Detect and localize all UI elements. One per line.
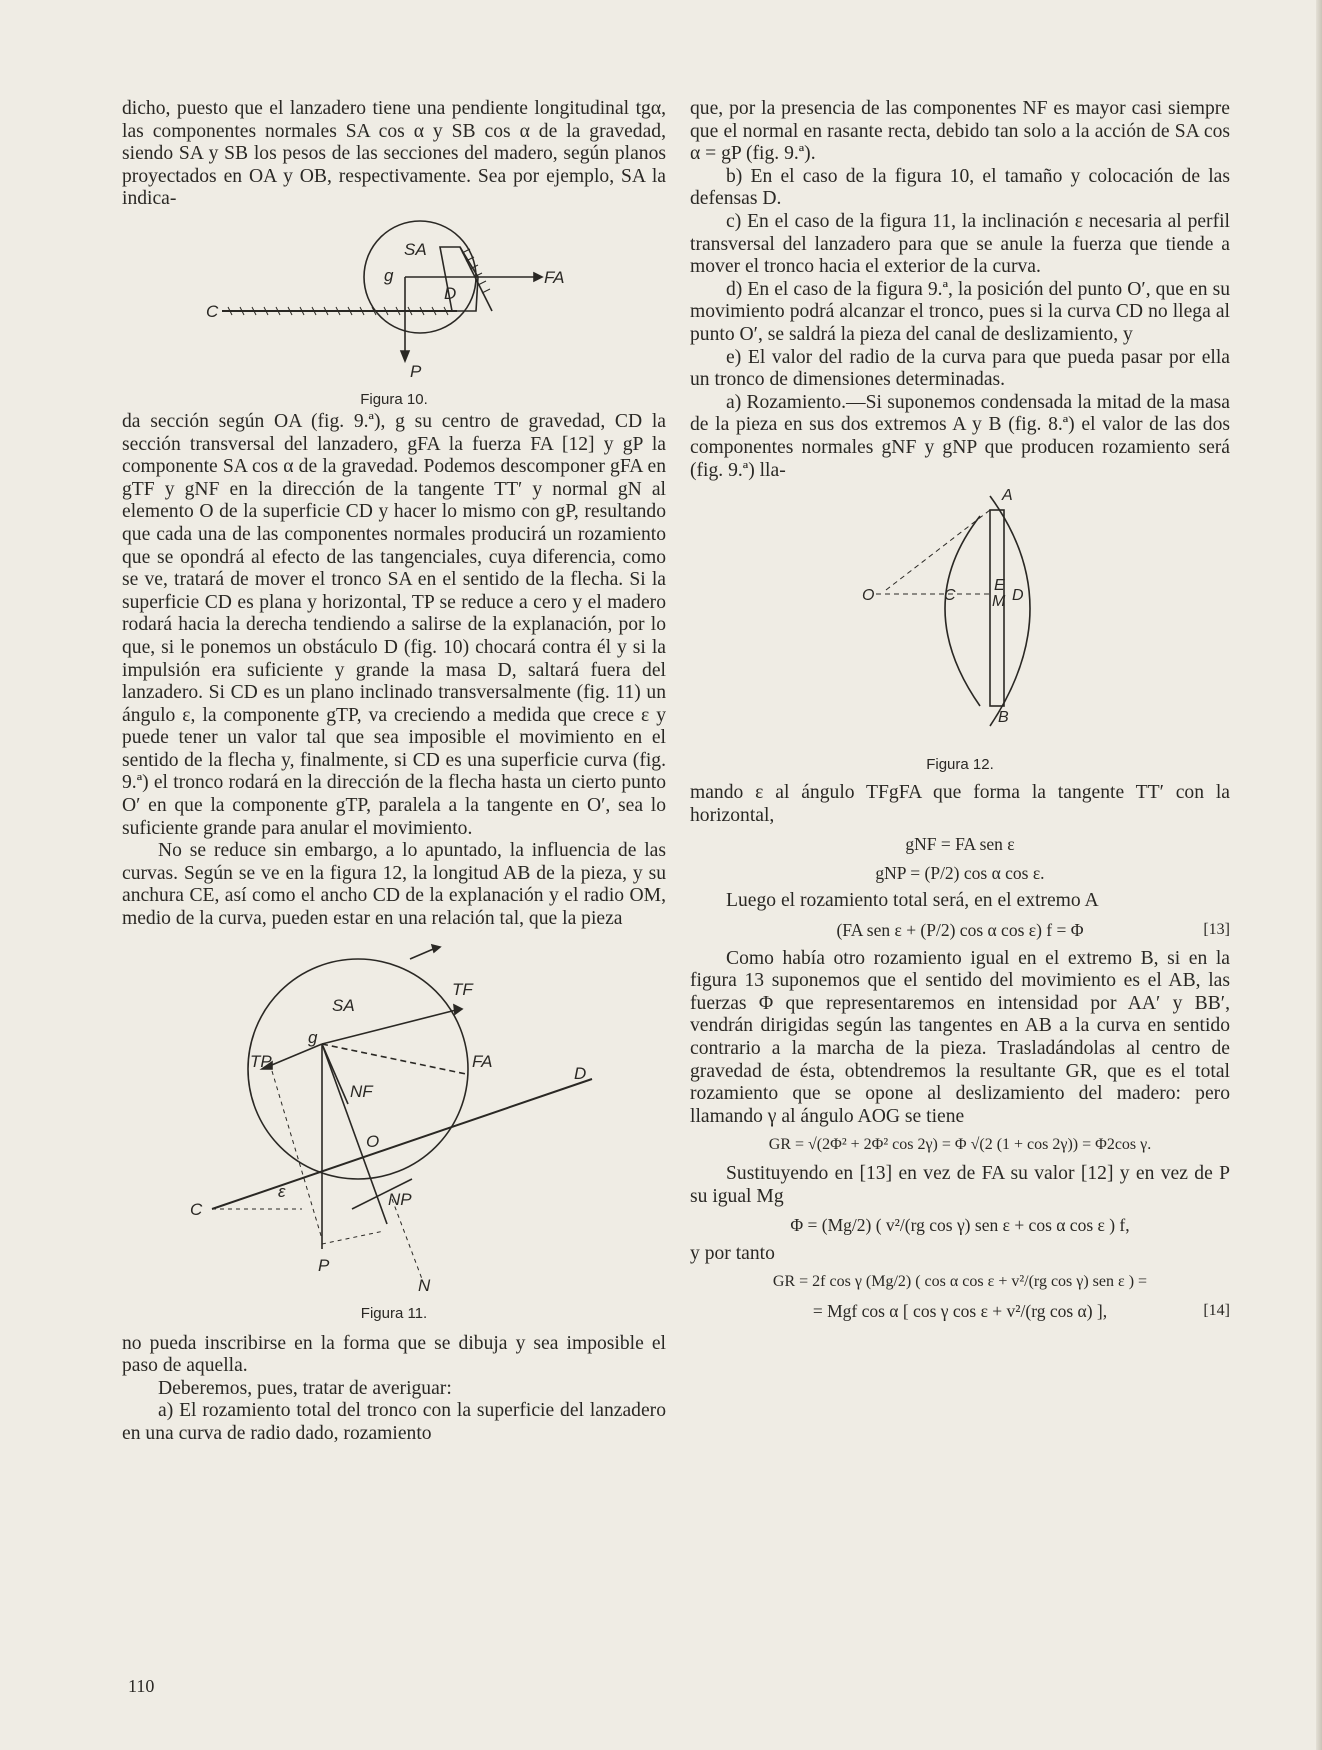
fig12-label-e: E — [994, 577, 1005, 595]
equation-13-body: (FA sen ε + (P/2) cos α cos ε) f = Φ — [836, 920, 1084, 941]
equation-13 — [690, 919, 1230, 942]
fig12-label-a: A — [1002, 487, 1013, 505]
fig10-label-g: g — [384, 265, 394, 285]
fig11-label-nf: NF — [350, 1081, 373, 1101]
right-paragraph-1: que, por la presencia de las componentes NF es mayor casi siempre que el normal en rasante recta, debido tan solo a la acción de SA cos α = gP (fig. 9.ª). — [690, 98, 1230, 165]
right-paragraph-9: Como había otro rozamiento igual en el extremo B, si en la figura 13 suponemos que el sentido del movimiento es el AB, las fuerzas Φ que representaremos en intensidad por AA′ y BB′, vendrán dirigidas según las tangentes en AB a la curva en sentido contrario a la marcha de la pieza. Trasladándolas al centro de gravedad de ésta, obtendremos la resultante GR, que es el total rozamiento que se opone al deslizamiento del madero: pero llamando γ al ángulo AOG se tiene — [690, 947, 1230, 1127]
fig11-label-o: O — [366, 1131, 380, 1151]
equation-gnp: gNP = (P/2) cos α cos ε. — [875, 862, 1045, 883]
page-number: 110 — [128, 1676, 155, 1696]
left-paragraph-4: no pueda inscribirse en la forma que se dibuja y sea imposible el paso de aquella. — [122, 1332, 666, 1377]
fig11-label-tp: TP — [250, 1051, 272, 1071]
figure-10-caption: Figura 10. — [360, 390, 428, 408]
left-paragraph-5: Deberemos, pues, tratar de averiguar: — [158, 1377, 452, 1399]
figure-12 — [690, 486, 1230, 776]
fig10-label-fa: FA — [544, 267, 565, 287]
right-paragraph-5: e) El valor del radio de la curva para que pueda pasar por ella un tronco de dimensiones determinadas. — [690, 346, 1230, 391]
right-paragraph-4: d) En el caso de la figura 9.ª, la posición del punto O′, que en su movimiento podrá alcanzar el tronco, pues si la curva CD no llega al punto O′, se saldrá la pieza del canal de deslizamiento, y — [690, 278, 1230, 345]
equation-gnf: gNF = FA sen ε — [905, 834, 1015, 855]
fig12-outer-arc — [990, 496, 1030, 726]
page-edge — [1316, 0, 1322, 1750]
right-paragraph-6: a) Rozamiento.—Si suponemos condensada la mitad de la masa de la pieza en sus dos extremos A y B (fig. 8.ª) el valor de las dos componentes normales gNF y gNP que producen rozamiento será (fig. 9.ª) lla- — [690, 391, 1230, 481]
left-paragraph-2: da sección según OA (fig. 9.ª), g su centro de gravedad, CD la sección transversal del lanzadero, gFA la fuerza FA [12] y gP la componente SA cos α de la gravedad. Podemos descomponer gFA en gTF y gNF en la dirección de la tangente TT′ y normal gN al elemento O de la superficie CD y hacer lo mismo con gP, resultando que cada una de las componentes normales producirá un rozamiento que se opondrá al efecto de las tangenciales, cuya diferencia, como se ve, tratará de mover el tronco SA en el sentido de la flecha. Si la superficie CD es plana y horizontal, TP se reduce a cero y el madero rodará hacia la derecha tendiendo a salirse de la explanación, por lo que, si le ponemos un obstáculo D (fig. 10) chocará contra él y si la impulsión era suficiente y grande la masa D, saltará fuera del lanzadero. Si CD es un plano inclinado transversalmente (fig. 11) un ángulo ε, la componente gTP, va creciendo a medida que crece ε y puede tener un valor tal que sea imposible el movimiento en el sentido de la flecha y, finalmente, si CD es una superficie curva (fig. 9.ª) el tronco rodará en la dirección de la flecha hasta un cierto punto O′ en que la componente gTP, paralela a la tangente en O′, sea lo suficiente grande para anular el movimiento. — [122, 410, 666, 839]
fig12-label-b: B — [998, 709, 1009, 727]
right-paragraph-3: c) En el caso de la figura 11, la inclinación ε necesaria al perfil transversal del lanzadero para que se anule la fuerza que tiende a mover el tronco hacia el exterior de la curva. — [690, 210, 1230, 278]
fig12-inner-arc — [945, 516, 980, 706]
fig11-label-p: P — [318, 1255, 330, 1275]
equation-gr: GR = √(2Φ² + 2Φ² cos 2γ) = Φ √(2 (1 + cos 2γ)) = Φ2cos γ. — [768, 1136, 1152, 1154]
fig12-label-o: O — [862, 587, 875, 605]
figure-11 — [122, 939, 666, 1327]
equation-gr-expanded: GR = 2f cos γ (Mg/2) ( cos α cos ε + v²/(rg cos γ) sen ε ) = — [772, 1273, 1148, 1291]
equation-14-body: = Mgf cos α [ cos γ cos ε + v²/(rg cos α) ], — [812, 1300, 1108, 1321]
figure-12-drawing — [690, 486, 1230, 748]
right-paragraph-7: mando ε al ángulo TFgFA que forma la tangente TT′ con la horizontal, — [690, 782, 1230, 826]
equation-14 — [690, 1300, 1230, 1323]
figure-10 — [122, 211, 666, 407]
figure-10-drawing — [122, 211, 666, 383]
figure-12-caption: Figura 12. — [926, 756, 994, 774]
fig11-label-c: C — [190, 1199, 203, 1219]
right-paragraph-2: b) En el caso de la figura 10, el tamaño y colocación de las defensas D. — [690, 165, 1230, 210]
left-paragraph-3: No se reduce sin embargo, a lo apuntado, la influencia de las curvas. Según se ve en la figura 12, la longitud AB de la pieza, y su anchura CE, así como el ancho CD de la explanación y el radio OM, medio de la curva, pueden estar en una relación tal, que la pieza — [122, 840, 666, 930]
fig11-label-g: g — [308, 1027, 318, 1047]
fig10-label-sa: SA — [404, 239, 427, 259]
fig10-label-d: D — [444, 283, 457, 303]
fig12-label-d: D — [1012, 587, 1024, 605]
left-column — [122, 98, 666, 1446]
figure-11-caption: Figura 11. — [360, 1304, 428, 1322]
right-column — [690, 98, 1230, 1329]
fig11-label-tf: TF — [452, 979, 473, 999]
fig10-label-c: C — [206, 301, 219, 321]
left-paragraph-6: a) El rozamiento total del tronco con la superficie del lanzadero en una curva de radio dado, rozamiento — [122, 1400, 666, 1444]
fig11-label-d: D — [574, 1063, 587, 1083]
right-paragraph-11: y por tanto — [690, 1242, 775, 1264]
right-paragraph-10: Sustituyendo en [13] en vez de FA su valor [12] y en vez de P su igual Mg — [690, 1163, 1230, 1207]
fig11-label-e: ε — [278, 1181, 286, 1201]
fig11-tp-line — [267, 1044, 322, 1067]
fig12-label-m: M — [992, 593, 1006, 611]
right-paragraph-8: Luego el rozamiento total será, en el extremo A — [726, 890, 1099, 912]
equation-14-number: [14] — [1203, 1301, 1230, 1319]
fig11-label-np: NP — [388, 1189, 412, 1209]
equation-13-number: [13] — [1203, 921, 1230, 939]
fig11-label-n: N — [418, 1275, 431, 1295]
fig12-label-c: C — [944, 587, 956, 605]
fig11-fa-line — [322, 1044, 466, 1074]
fig10-label-p: P — [410, 361, 422, 381]
figure-11-drawing — [122, 939, 666, 1297]
equation-phi: Φ = (Mg/2) ( v²/(rg cos γ) sen ε + cos α cos ε ) f, — [790, 1215, 1130, 1236]
left-paragraph-1: dicho, puesto que el lanzadero tiene una pendiente longitudinal tgα, las componentes normales SA cos α y SB cos α de la gravedad, siendo SA y SB los pesos de las secciones del madero, según planos proyectados en OA y OB, respectivamente. Sea por ejemplo, SA la indica- — [122, 98, 666, 210]
fig11-label-sa: SA — [332, 995, 355, 1015]
fig11-label-fa: FA — [472, 1051, 493, 1071]
